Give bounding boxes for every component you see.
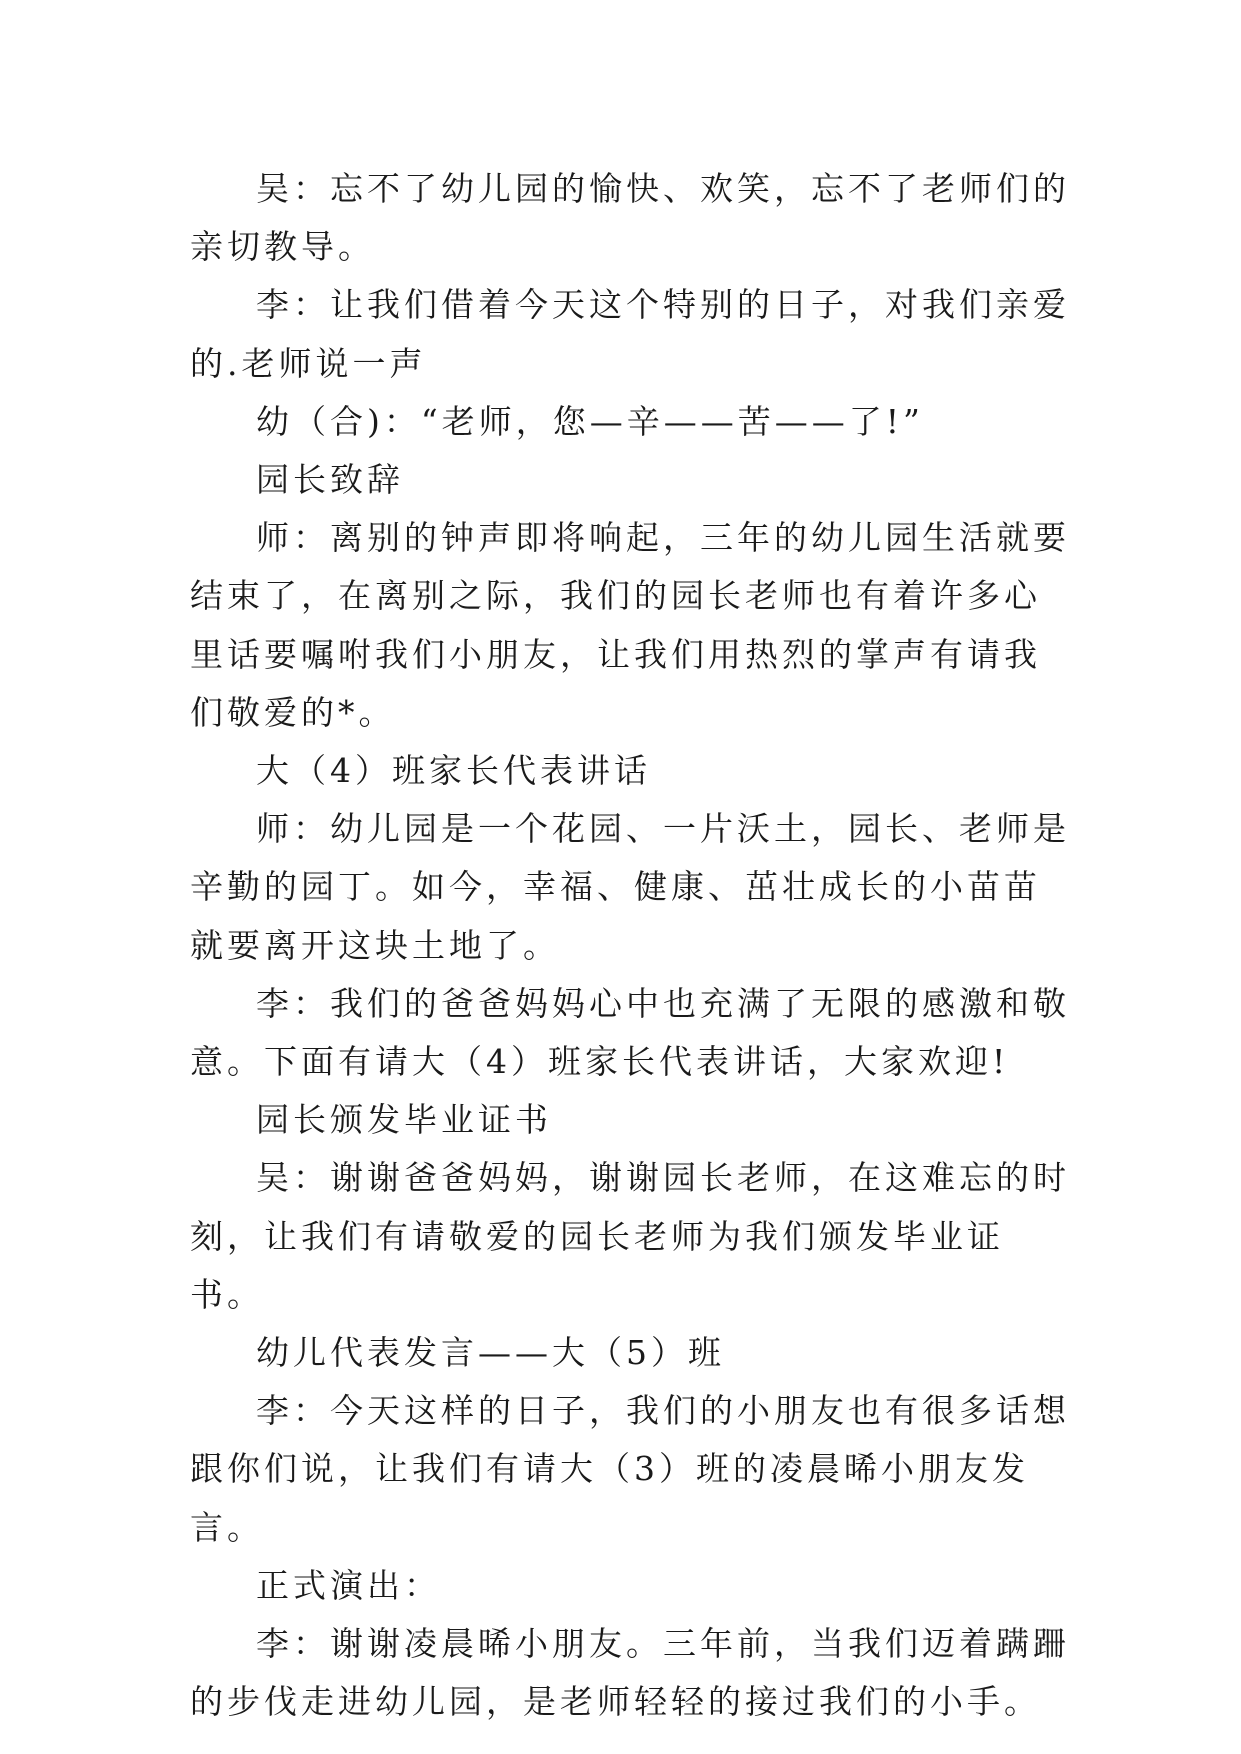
paragraph-li-2: 李：我们的爸爸妈妈心中也充满了无限的感激和敬意。下面有请大（4）班家长代表讲话，大家欢迎!: [190, 983, 1070, 1082]
paragraph-li-4: 李：谢谢凌晨晞小朋友。三年前，当我们迈着蹒跚的步伐走进幼儿园，是老师轻轻的接过我们的小手。: [190, 1624, 1070, 1722]
paragraph-children-chorus: 幼（合)：“老师，您—辛——苦——了!”: [256, 401, 924, 441]
section-heading-certificates: 园长颁发毕业证书: [256, 1100, 552, 1140]
section-heading-principal-speech: 园长致辞: [256, 460, 404, 500]
paragraph-li-3: 李：今天这样的日子，我们的小朋友也有很多话想跟你们说，让我们有请大（3）班的凌晨晞小朋友发言。: [190, 1391, 1070, 1547]
section-heading-performance: 正式演出：: [256, 1565, 441, 1605]
section-heading-child-speech: 幼儿代表发言——大（5）班: [256, 1333, 725, 1373]
section-heading-parent-speech: 大（4）班家长代表讲话: [256, 751, 651, 791]
paragraph-teacher-2: 师：幼儿园是一个花园、一片沃土，园长、老师是辛勤的园丁。如今，幸福、健康、茁壮成长的小苗苗就要离开这块土地了。: [190, 809, 1070, 965]
document-body: [190, 160, 1070, 1731]
paragraph-wu-1: 吴：忘不了幼儿园的愉快、欢笑，忘不了老师们的亲切教导。: [190, 169, 1070, 267]
paragraph-wu-2: 吴：谢谢爸爸妈妈，谢谢园长老师，在这难忘的时刻，让我们有请敬爱的园长老师为我们颁发毕业证书。: [190, 1158, 1070, 1314]
paragraph-teacher-1: 师：离别的钟声即将响起，三年的幼儿园生活就要结束了，在离别之际，我们的园长老师也有着许多心里话要嘱咐我们小朋友，让我们用热烈的掌声有请我们敬爱的*。: [190, 518, 1070, 732]
paragraph-li-1: 李：让我们借着今天这个特别的日子，对我们亲爱的.老师说一声: [190, 285, 1070, 383]
